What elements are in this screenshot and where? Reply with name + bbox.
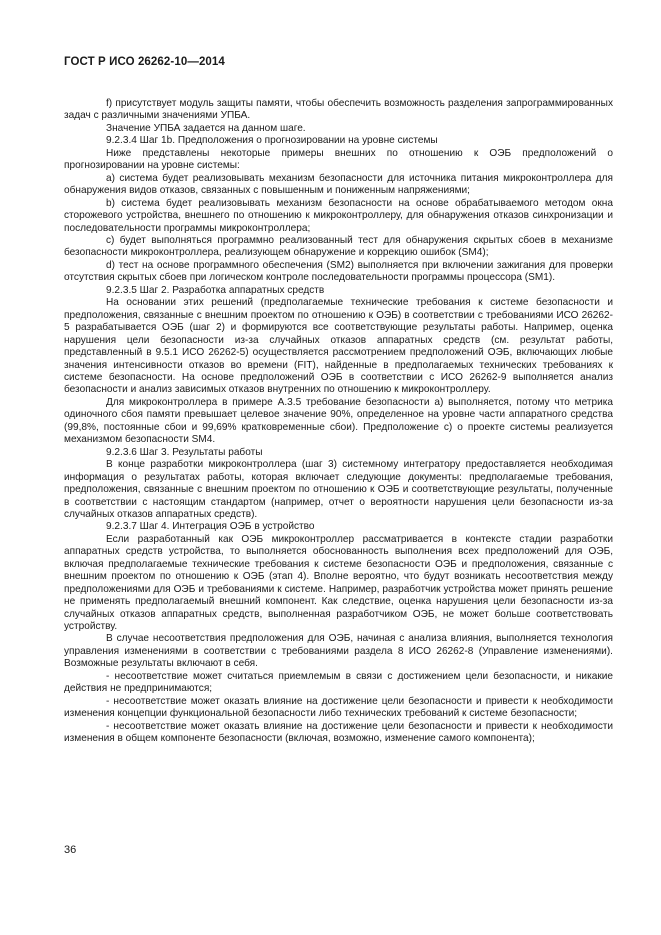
document-body bbox=[64, 98, 613, 746]
section-heading: 9.2.3.4 Шаг 1b. Предположения о прогнозировании на уровне системы bbox=[106, 135, 438, 147]
paragraph: f) присутствует модуль защиты памяти, чтобы обеспечить возможность разделения запрограммированных задач с различными значениями УПБА. bbox=[64, 98, 613, 122]
paragraph: Если разработанный как ОЭБ микроконтроллер рассматривается в контексте стадии разработки аппаратных средств устройства, то выполняется обоснованность выполнения всех предположений для ОЭБ, включая предполагаемые технические требования к системе безопасности ОЭБ и предположения, связанные с внешним проектом по отношению к ОЭБ (этап 4). Вполне вероятно, что будут возникать несоответствия между предположениями для ОЭБ и требованиями к системе. Например, разработчик устройства может принять решение не применять предполагаемый внешний компонент. Как следствие, оценка нарушения цели безопасности из-за случайных отказов аппаратных средств, выполненная разработчиком ОЭБ, не может больше соответствовать устройству. bbox=[64, 533, 613, 633]
paragraph: Для микроконтроллера в примере А.3.5 требование безопасности а) выполняется, потому что метрика одиночного сбоя памяти превышает целевое значение 90%, определенное на уровне части аппаратного средства (99,8%, постоянные сбои и 99,69% кратковременные сбои). Предположение с) о проекте системы реализуется механизмом безопасности SM4. bbox=[64, 396, 613, 446]
section-heading: 9.2.3.5 Шаг 2. Разработка аппаратных средств bbox=[106, 284, 325, 296]
section-heading: 9.2.3.6 Шаг 3. Результаты работы bbox=[106, 446, 263, 458]
list-item: c) будет выполняться программно реализованный тест для обнаружения скрытых сбоев в механизме безопасности микроконтроллера, реализующем обнаружение и коррекцию ошибок (SM4); bbox=[64, 234, 613, 259]
paragraph: В случае несоответствия предположения для ОЭБ, начиная с анализа влияния, выполняется технология управления изменениями в соответствии с требованиями раздела 8 ИСО 26262-8 (Управление изменениями). Возможные результаты включают в себя. bbox=[64, 633, 613, 670]
list-item: - несоответствие может считаться приемлемым в связи с достижением цели безопасности, и никакие действия не предпринимаются; bbox=[64, 670, 613, 695]
document-header: ГОСТ Р ИСО 26262-10—2014 bbox=[64, 56, 225, 68]
paragraph: На основании этих решений (предполагаемые технические требования к системе безопасности и предположения, связанные с внешним проектом по отношению к ОЭБ) в соответствии с требованиями ИСО 26262-5 разрабатывается ОЭБ (шаг 2) и формируются все соответствующие результаты работы. Например, оценка нарушения цели безопасности из-за случайных отказов аппаратных средств (см. результат работы, представленный в 9.5.1 ИСО 26262-5) осуществляется рассмотрением предположений ОЭБ, включающих любые значения интенсивности отказов во времени (FIT), найденные в предполагаемых технических требованиях к системе безопасности. На основе предположений ОЭБ в соответствии с ИСО 26262-9 выполняется анализ безопасности и анализ зависимых отказов внутренних по отношению к микроконтроллеру. bbox=[64, 297, 613, 396]
paragraph: В конце разработки микроконтроллера (шаг 3) системному интегратору предоставляется необходимая информация о результатах работы, которая включает следующие документы: предполагаемые требования, предположения, связанные с внешним проектом по отношению к ОЭБ и соответствующие результаты, полученные в соответствии с настоящим стандартом (например, отчет о вероятности нарушения цели безопасности из-за случайных отказов аппаратных средств). bbox=[64, 459, 613, 520]
list-item: - несоответствие может оказать влияние на достижение цели безопасности и привести к необходимости изменения концепции функциональной безопасности либо технических требований к системе безопасности; bbox=[64, 695, 613, 720]
section-heading: 9.2.3.7 Шаг 4. Интеграция ОЭБ в устройство bbox=[106, 521, 315, 533]
list-item: d) тест на основе программного обеспечения (SM2) выполняется при включении зажигания для проверки отсутствия скрытых сбоев при логическом контроле последовательности программы процессора (SM1). bbox=[64, 259, 613, 284]
list-item: b) система будет реализовывать механизм безопасности на основе обрабатываемого методом окна сторожевого устройства, внешнего по отношению к микроконтроллеру, для обнаружения отказов синхронизации и последовательности программы микроконтроллера; bbox=[64, 197, 613, 234]
list-item: - несоответствие может оказать влияние на достижение цели безопасности и привести к необходимости изменения в общем компоненте безопасности (включая, возможно, изменение самого компонента); bbox=[64, 720, 613, 745]
list-item: a) система будет реализовывать механизм безопасности для источника питания микроконтроллера для обнаружения видов отказов, связанных с повышенным и пониженным напряжениями; bbox=[64, 172, 613, 197]
paragraph: Значение УПБА задается на данном шаге. bbox=[106, 122, 306, 134]
page-number: 36 bbox=[64, 844, 77, 856]
paragraph: Ниже представлены некоторые примеры внешних по отношению к ОЭБ предположений о прогнозировании на уровне системы: bbox=[64, 147, 613, 172]
